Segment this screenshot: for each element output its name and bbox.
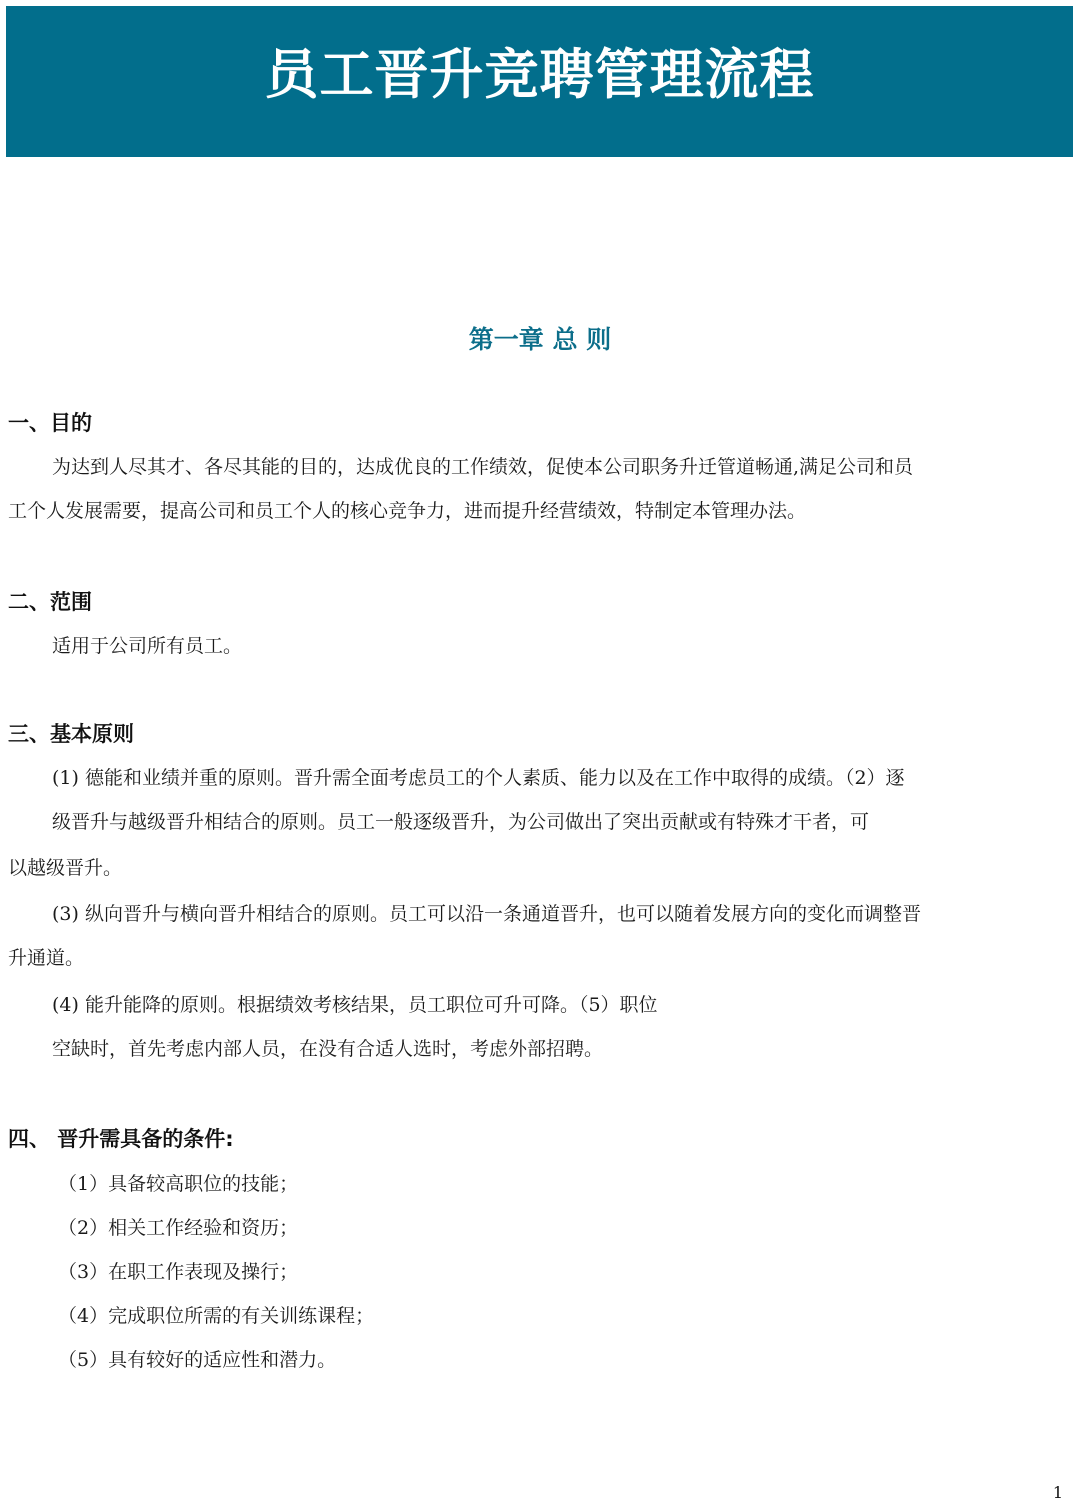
purpose-line: 为达到人尽其才、各尽其能的目的，达成优良的工作绩效，促使本公司职务升迁管道畅通,满足公司和员	[52, 456, 914, 478]
chapter-title: 第一章 总 则	[468, 325, 612, 354]
condition-item: （4）完成职位所需的有关训练课程；	[58, 1305, 375, 1327]
principles-line: 以越级晋升。	[8, 857, 123, 879]
page-number: 1	[1052, 1483, 1063, 1502]
condition-item: （2）相关工作经验和资历；	[58, 1217, 299, 1239]
condition-item: （5）具有较好的适应性和潜力。	[58, 1349, 337, 1371]
document-title: 员工晋升竞聘管理流程	[264, 43, 815, 106]
principles-line: 空缺时，首先考虑内部人员，在没有合适人选时，考虑外部招聘。	[52, 1038, 604, 1060]
section-heading-purpose: 一、目的	[8, 411, 92, 435]
scope-line: 适用于公司所有员工。	[52, 635, 243, 657]
condition-item: （1）具备较高职位的技能；	[58, 1173, 299, 1195]
purpose-line: 工个人发展需要，提高公司和员工个人的核心竞争力，进而提升经营绩效，特制定本管理办法。	[8, 500, 807, 522]
principles-line: 升通道。	[8, 947, 85, 969]
section-heading-conditions: 四、 晋升需具备的条件:	[8, 1127, 234, 1151]
principles-line: (3) 纵向晋升与横向晋升相结合的原则。员工可以沿一条通道晋升，也可以随着发展方向的变化而调整晋	[52, 903, 921, 925]
principles-line: 级晋升与越级晋升相结合的原则。员工一般逐级晋升，为公司做出了突出贡献或有特殊才干者，可	[52, 811, 870, 833]
principles-line: (4) 能升能降的原则。根据绩效考核结果，员工职位可升可降。（5）职位	[52, 994, 658, 1016]
section-heading-principles: 三、基本原则	[8, 722, 134, 746]
section-heading-scope: 二、范围	[8, 590, 92, 614]
condition-item: （3）在职工作表现及操行；	[58, 1261, 299, 1283]
title-banner	[6, 6, 1073, 157]
principles-line: (1) 德能和业绩并重的原则。晋升需全面考虑员工的个人素质、能力以及在工作中取得的成绩。（2）逐	[52, 767, 905, 789]
